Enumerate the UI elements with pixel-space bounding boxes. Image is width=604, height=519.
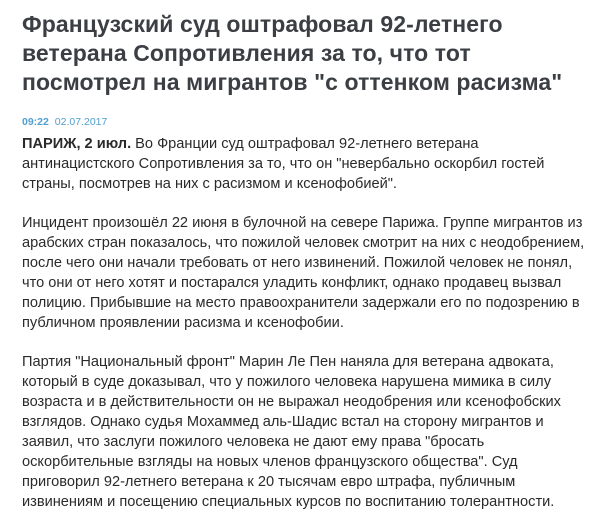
publish-date: 02.07.2017	[54, 116, 108, 128]
article-paragraph-2: Инцидент произошёл 22 июня в булочной на севере Парижа. Группе мигрантов из арабских стран показалось, что пожилой человек смотрит на них с неодобрением, после чего они начали требовать от него извинений. Пожилой человек не понял, что они от него хотят и постарался уладить конфликт, однако продавец вызвал полицию. Прибывшие на место правоохранители задержали его по подозрению в публичном проявлении расизма и ксенофобии.	[22, 215, 585, 331]
article-dateline: ПАРИЖ, 2 июл.	[22, 136, 132, 152]
article-paragraph-1-text: Во Франции суд оштрафовал 92-летнего ветерана антинацистского Сопротивления за то, что он "невербально оскорбил гостей страны, посмотрев на них с расизмом и ксенофобией".	[22, 136, 545, 192]
article-paragraph-3: Партия "Национальный фронт" Марин Ле Пен наняла для ветерана адвоката, который в суде доказывал, что у пожилого человека нарушена мимика в силу возраста и в действительности он не выражал неодобрения или ксенофобских взглядов. Однако судья Мохаммед аль-Шадис встал на сторону мигрантов и заявил, что заслуги пожилого человека не дают ему права "бросать оскорбительные взгляды на новых членов французского общества". Суд приговорил 92-летнего ветерана к 20 тысячам евро штрафа, публичным извинениям и посещению специальных курсов по воспитанию толерантности.	[22, 354, 561, 510]
article-headline: Французский суд оштрафовал 92-летнего ветерана Сопротивления за то, что тот посмотрел на мигрантов "с оттенком расизма"	[22, 11, 563, 95]
article-body	[22, 134, 594, 512]
article-paragraph-1	[22, 134, 594, 194]
article-meta	[22, 116, 594, 129]
publish-time: 09:22	[22, 116, 49, 128]
